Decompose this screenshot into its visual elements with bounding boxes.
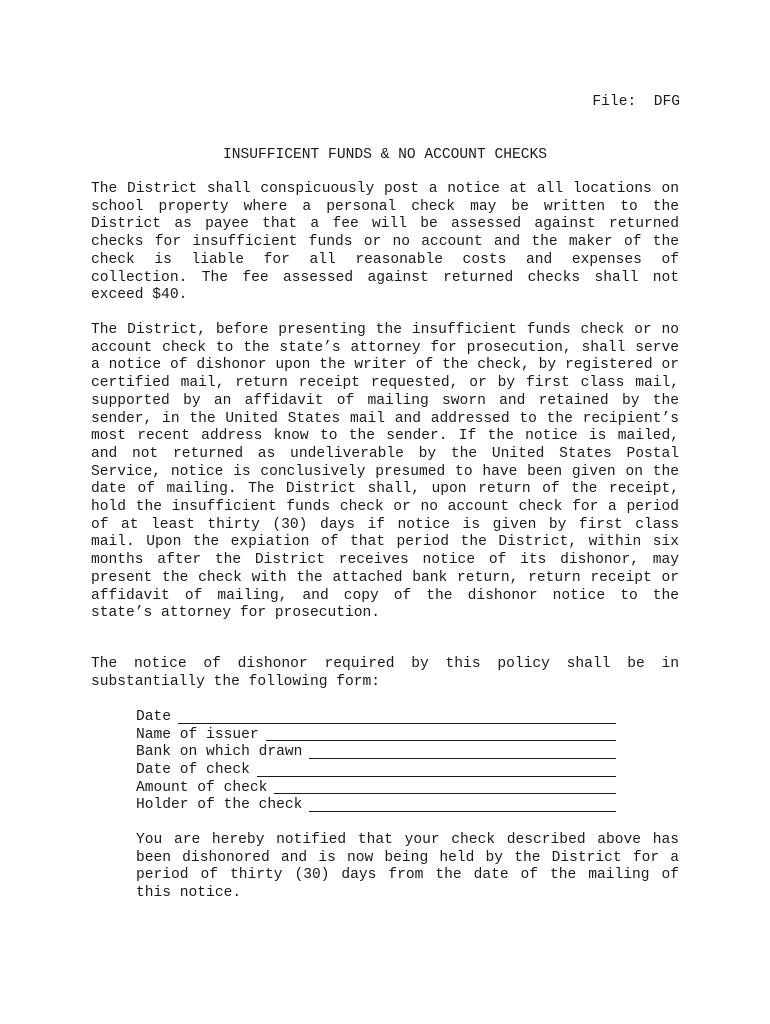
form-row-date-of-check	[136, 762, 616, 780]
form-blank-line	[274, 793, 616, 794]
form-row-date	[136, 709, 616, 727]
form-row-amount	[136, 780, 616, 798]
form-label: Date	[136, 708, 172, 725]
form-blank-line	[309, 811, 616, 812]
form-label: Date of check	[136, 762, 250, 779]
paragraph-posting-notice: The District shall conspicuously post a notice at all locations on school property where a personal check may be written to the District as payee that a fee will be assessed against returned checks for insufficient funds or no account and the maker of the check is liable for all reasonable costs and expenses of collection. The fee assessed against returned checks shall not exceed $40.	[91, 181, 679, 304]
dishonor-form	[136, 709, 616, 815]
form-label: Bank on which drawn	[136, 744, 303, 761]
file-reference: File: DFG	[592, 94, 680, 110]
form-label: Holder of the check	[136, 797, 303, 814]
form-label: Name of issuer	[136, 726, 259, 743]
form-blank-line	[257, 776, 616, 777]
form-row-name-of-issuer	[136, 727, 616, 745]
paragraph-form-intro: The notice of dishonor required by this policy shall be in substantially the following form:	[91, 656, 679, 690]
paragraph-notice-of-dishonor: The District, before presenting the insufficient funds check or no account check to the state’s attorney for prosecution, shall serve a notice of dishonor upon the writer of the check, by registered or certified mail, return receipt requested, or by first class mail, supported by an affidavit of mailing sworn and retained by the sender, in the United States mail and addressed to the recipient’s most recent address know to the sender. If the notice is mailed, and not returned as undeliverable by the United States Postal Service, notice is conclusively presumed to have been given on the date of mailing. The District shall, upon return of the receipt, hold the insufficient funds check or no account check for a period of at least thirty (30) days if notice is given by first class mail. Upon the expiation of that period the District, within six months after the District receives notice of its dishonor, may present the check with the attached bank return, return receipt or affidavit of mailing, and copy of the dishonor notice to the state’s attorney for prosecution.	[91, 322, 679, 622]
form-blank-line	[309, 758, 616, 759]
form-row-holder	[136, 797, 616, 815]
document-title: INSUFFICENT FUNDS & NO ACCOUNT CHECKS	[222, 147, 548, 163]
form-blank-line	[178, 723, 616, 724]
form-blank-line	[266, 740, 616, 741]
form-label: Amount of check	[136, 779, 268, 796]
dishonor-notice-text: You are hereby notified that your check described above has been dishonored and is now being held by the District for a period of thirty (30) days from the date of the mailing of this notice.	[136, 832, 679, 902]
form-row-bank	[136, 744, 616, 762]
